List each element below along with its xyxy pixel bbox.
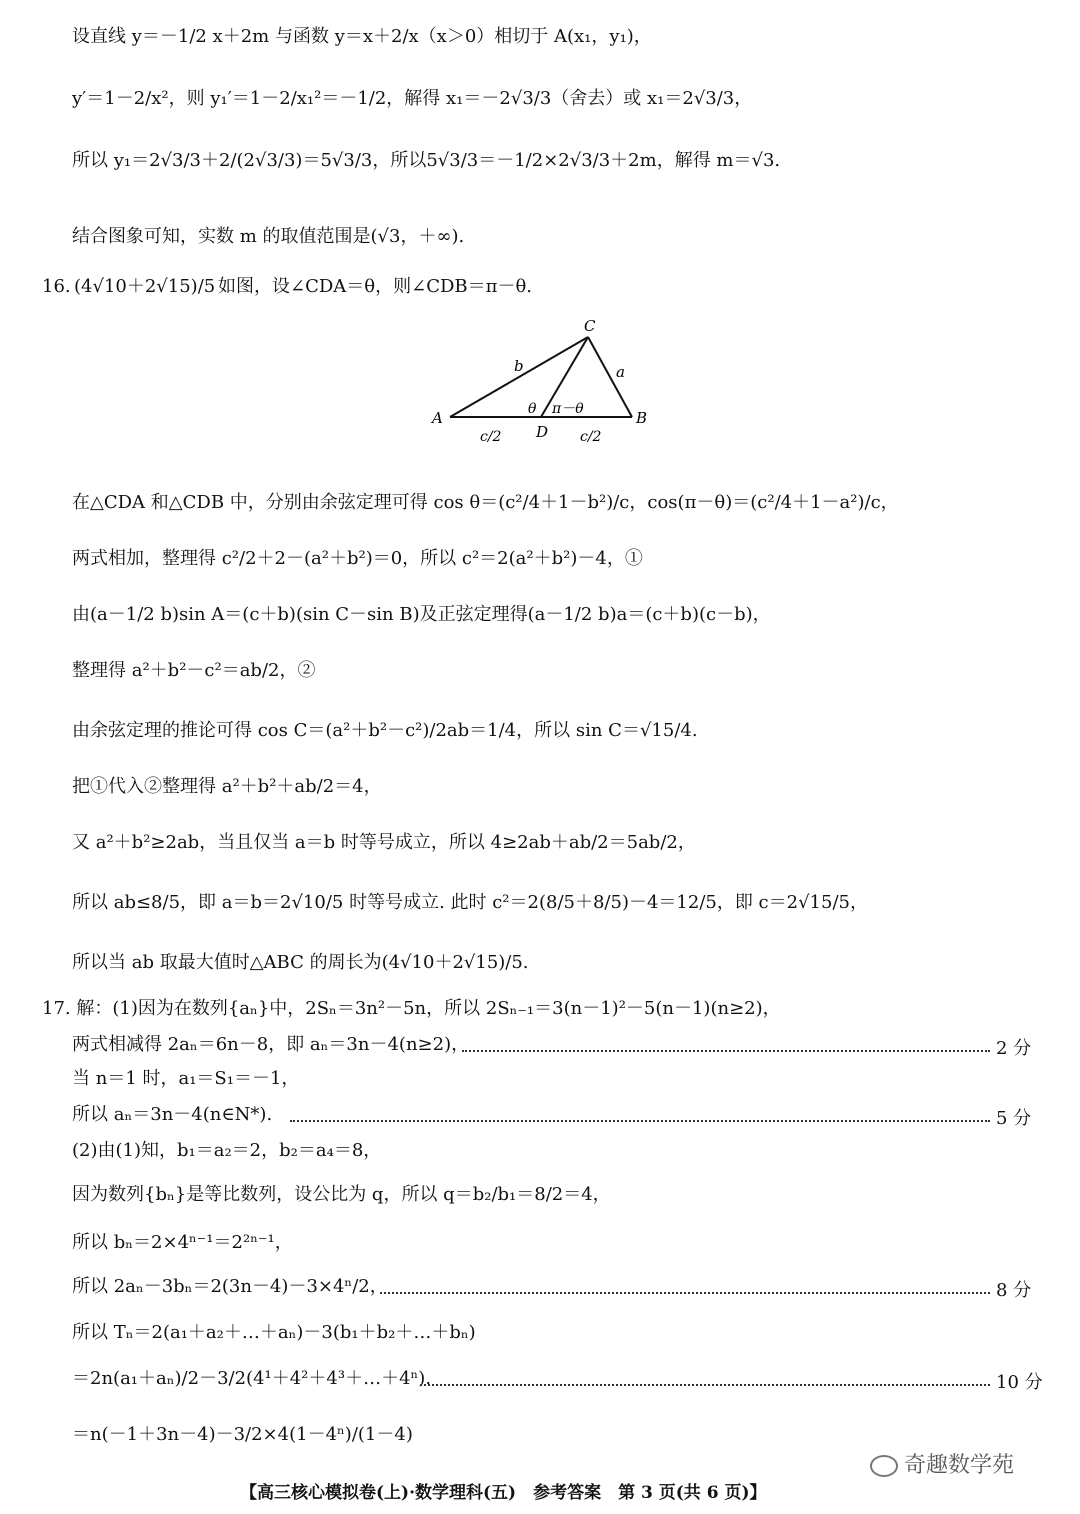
score-8: 8 分 (996, 1280, 1032, 1301)
dot-leader-4 (420, 1384, 990, 1386)
page-footer: 【高三核心模拟卷(上)·数学理科(五) 参考答案 第 3 页(共 6 页)】 (240, 1483, 767, 1503)
dot-leader-3 (380, 1292, 990, 1294)
side-a-label: a (616, 363, 625, 381)
line-12: 又 a²＋b²≥2ab，当且仅当 a＝b 时等号成立，所以 4≥2ab＋ab/2＝5ab/2， (72, 832, 696, 853)
line-11: 把①代入②整理得 a²＋b²＋ab/2＝4， (72, 776, 382, 797)
line-16: 两式相减得 2aₙ＝6n－8，即 aₙ＝3n－4(n≥2)， (72, 1034, 470, 1055)
line-25: ＝n(－1＋3n－4)－3/2×4(1－4ⁿ)/(1－4) (72, 1424, 413, 1445)
problem-16-number: 16. (42, 276, 71, 297)
line-17: 当 n＝1 时，a₁＝S₁＝－1， (72, 1068, 300, 1089)
line-2: y′＝1－2/x²，则 y₁′＝1－2/x₁²＝－1/2，解得 x₁＝－2√3/3（舍去）或 x₁＝2√3/3， (72, 88, 753, 109)
line-23: 所以 Tₙ＝2(a₁＋a₂＋…＋aₙ)－3(b₁＋b₂＋…＋bₙ) (72, 1322, 476, 1343)
vertex-a-label: A (432, 409, 443, 427)
half-c-left-label: c/2 (480, 429, 502, 445)
half-c-right-label: c/2 (580, 429, 602, 445)
line-13: 所以 ab≤8/5，即 a＝b＝2√10/5 时等号成立. 此时 c²＝2(8/5＋8/5)－4＝12/5，即 c＝2√15/5， (72, 892, 868, 913)
line-20: 因为数列{bₙ}是等比数列，设公比为 q，所以 q＝b₂/b₁＝8/2＝4， (72, 1184, 611, 1205)
pi-minus-theta-label: π－θ (552, 401, 584, 417)
line-3: 所以 y₁＝2√3/3＋2/(2√3/3)＝5√3/3，所以5√3/3＝－1/2×2√3/3＋2m，解得 m＝√3. (72, 150, 781, 171)
theta-label: θ (528, 401, 537, 417)
line-14: 所以当 ab 取最大值时△ABC 的周长为(4√10＋2√15)/5. (72, 952, 529, 973)
line-4: 结合图象可知，实数 m 的取值范围是(√3，＋∞). (72, 226, 465, 247)
line-7: 两式相加，整理得 c²/2＋2－(a²＋b²)＝0，所以 c²＝2(a²＋b²)－4，① (72, 548, 643, 569)
side-b-label: b (514, 357, 524, 375)
line-24: ＝2n(a₁＋aₙ)/2－3/2(4¹＋4²＋4³＋…＋4ⁿ). (72, 1368, 432, 1389)
line-18: 所以 aₙ＝3n－4(n∈N*). (72, 1104, 273, 1125)
point-d-label: D (536, 423, 549, 441)
line-1: 设直线 y＝－1/2 x＋2m 与函数 y＝x＋2/x（x＞0）相切于 A(x₁，y₁)， (72, 26, 652, 47)
watermark (870, 1448, 1014, 1479)
problem-16-intro: 如图，设∠CDA＝θ，则∠CDB＝π－θ. (218, 276, 533, 297)
dot-leader-2 (290, 1120, 990, 1122)
score-10: 10 分 (996, 1372, 1043, 1393)
line-10: 由余弦定理的推论可得 cos C＝(a²＋b²－c²)/2ab＝1/4，所以 sin C＝√15/4. (72, 720, 698, 741)
wechat-icon (870, 1455, 898, 1477)
line-9: 整理得 a²＋b²－c²＝ab/2，② (72, 660, 316, 681)
line-21: 所以 bₙ＝2×4ⁿ⁻¹＝2²ⁿ⁻¹， (72, 1232, 293, 1253)
line-22: 所以 2aₙ－3bₙ＝2(3n－4)－3×4ⁿ/2， (72, 1276, 388, 1297)
vertex-c-label: C (584, 317, 596, 335)
problem-16-answer: (4√10＋2√15)/5 (74, 276, 216, 297)
line-8: 由(a－1/2 b)sin A＝(c＋b)(sin C－sin B)及正弦定理得(a－1/2 b)a＝(c＋b)(c－b)， (72, 604, 771, 625)
dot-leader-1 (462, 1050, 990, 1052)
score-2: 2 分 (996, 1038, 1032, 1059)
triangle-figure (420, 315, 660, 460)
line-19: (2)由(1)知，b₁＝a₂＝2，b₂＝a₄＝8， (72, 1140, 382, 1161)
line-15: 17. 解：(1)因为在数列{aₙ}中，2Sₙ＝3n²－5n，所以 2Sₙ₋₁＝3(n－1)²－5(n－1)(n≥2)， (42, 998, 781, 1019)
score-5: 5 分 (996, 1108, 1032, 1129)
line-6: 在△CDA 和△CDB 中，分别由余弦定理可得 cos θ＝(c²/4＋1－b²)/c，cos(π－θ)＝(c²/4＋1－a²)/c， (72, 492, 899, 513)
watermark-text: 奇趣数学苑 (904, 1453, 1015, 1478)
vertex-b-label: B (636, 409, 648, 427)
